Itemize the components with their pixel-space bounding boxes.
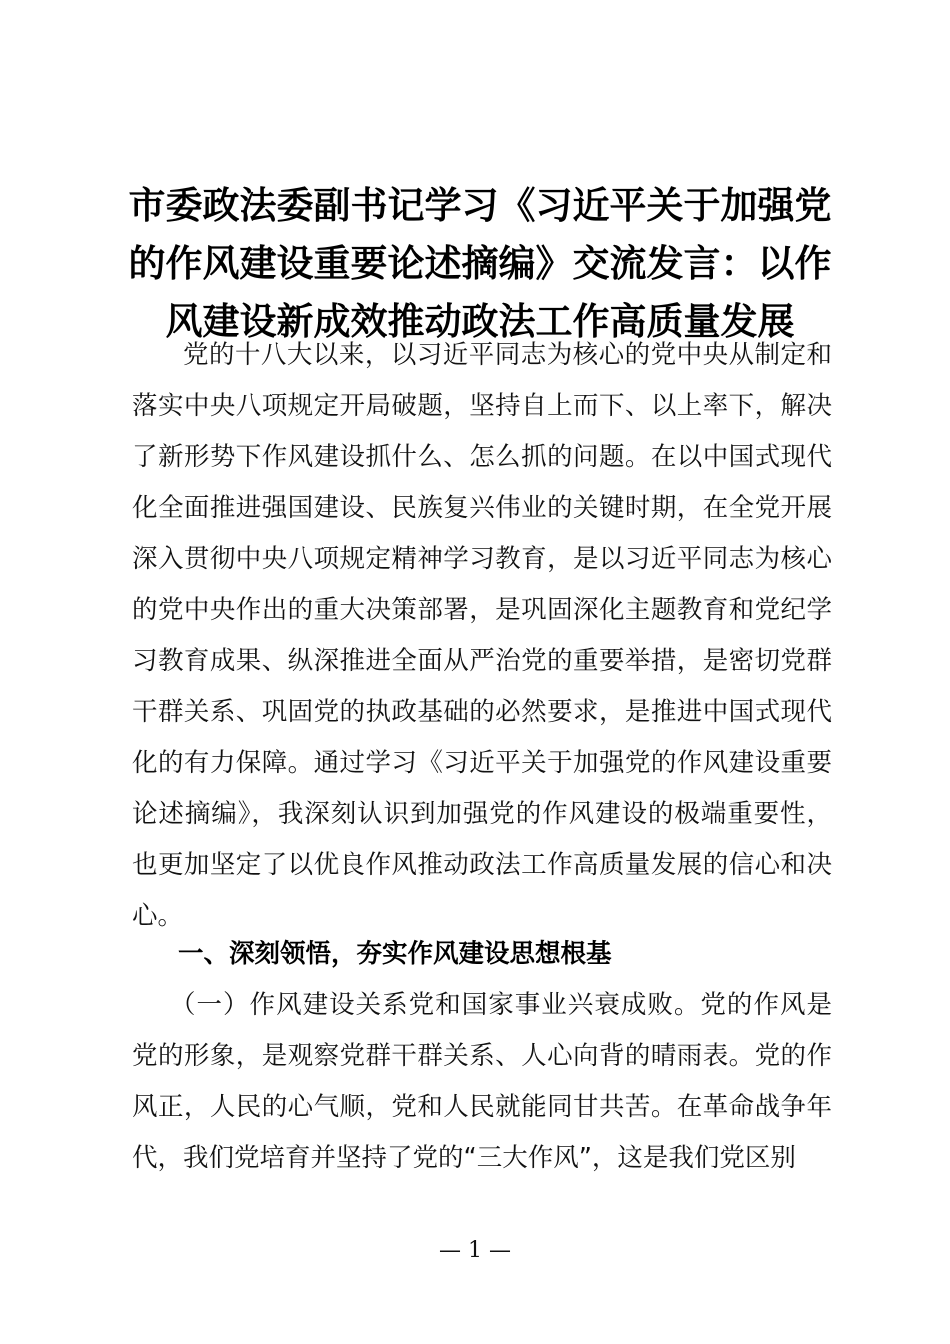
section-heading-1: 一、深刻领悟，夯实作风建设思想根基 <box>178 939 612 969</box>
page-number: — 1 — <box>439 1238 511 1263</box>
intro-paragraph: 党的十八大以来，以习近平同志为核心的党中央从制定和落实中央八项规定开局破题，坚持自上而下、以上率下，解决了新形势下作风建设抓什么、怎么抓的问题。在以中国式现代化全面推进强国建设、民族复兴伟业的关键时期，在全党开展深入贯彻中央八项规定精神学习教育，是以习近平同志为核心的党中央作出的重大决策部署，是巩固深化主题教育和党纪学习教育成果、纵深推进全面从严治党的重要举措，是密切党群干群关系、巩固党的执政基础的必然要求，是推进中国式现代化的有力保障。通过学习《习近平关于加强党的作风建设重要论述摘编》，我深刻认识到加强党的作风建设的极端重要性，也更加坚定了以优良作风推动政法工作高质量发展的信心和决心。 <box>132 340 832 931</box>
section-1-paragraph-1: （一）作风建设关系党和国家事业兴衰成败。党的作风是党的形象，是观察党群干群关系、人心向背的晴雨表。党的作风正，人民的心气顺，党和人民就能同甘共苦。在革命战争年代，我们党培育并坚持了党的“三大作风”，这是我们党区别 <box>132 990 832 1173</box>
document-title: 市委政法委副书记学习《习近平关于加强党的作风建设重要论述摘编》交流发言：以作风建设新成效推动政法工作高质量发展 <box>128 183 832 343</box>
